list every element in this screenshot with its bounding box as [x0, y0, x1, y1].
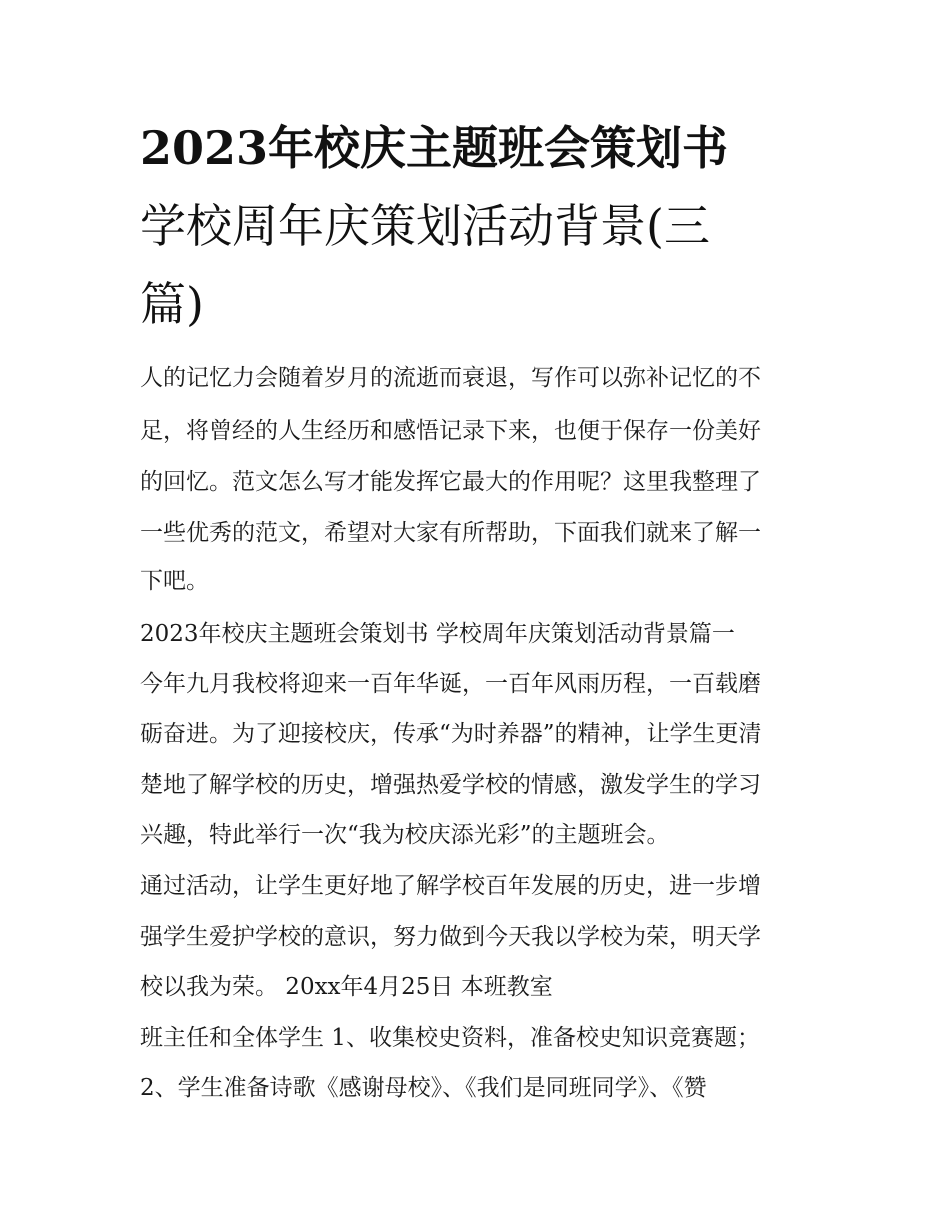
paragraph-2-line-2: 强学生爱护学校的意识，努力做到今天我以学校为荣，明天学: [140, 924, 761, 950]
intro-line-5: 下吧。: [140, 568, 209, 594]
document-title-line-1: 2023年校庆主题班会策划书: [140, 121, 729, 175]
paragraph-1-line-1: 今年九月我校将迎来一百年华诞，一百年风雨历程，一百载磨: [140, 671, 761, 697]
paragraph-1-line-2: 砺奋进。为了迎接校庆，传承“为时养器”的精神，让学生更清: [140, 721, 762, 747]
paragraph-2-line-3: 校以我为荣。 20xx年4月25日 本班教室: [140, 974, 553, 1000]
intro-line-1: 人的记忆力会随着岁月的流逝而衰退，写作可以弥补记忆的不: [140, 365, 761, 391]
intro-line-3: 的回忆。范文怎么写才能发挥它最大的作用呢？这里我整理了: [140, 469, 761, 495]
intro-line-2: 足，将曾经的人生经历和感悟记录下来，也便于保存一份美好: [140, 418, 761, 444]
document-title-line-2: 学校周年庆策划活动背景(三: [140, 199, 710, 253]
document-title-line-3: 篇): [140, 277, 204, 331]
paragraph-1-line-4: 兴趣，特此举行一次“我为校庆添光彩”的主题班会。: [140, 822, 670, 848]
intro-line-4: 一些优秀的范文，希望对大家有所帮助，下面我们就来了解一: [140, 520, 761, 546]
paragraph-3-line-2: 2、学生准备诗歌《感谢母校》、《我们是同班同学》、《赞: [140, 1075, 707, 1101]
paragraph-3-line-1: 班主任和全体学生 1、收集校史资料，准备校史知识竞赛题；: [140, 1025, 760, 1051]
section-heading: 2023年校庆主题班会策划书 学校周年庆策划活动背景篇一: [140, 621, 735, 647]
paragraph-1-line-3: 楚地了解学校的历史，增强热爱学校的情感，激发学生的学习: [140, 772, 761, 798]
paragraph-2-line-1: 通过活动，让学生更好地了解学校百年发展的历史，进一步增: [140, 873, 761, 899]
